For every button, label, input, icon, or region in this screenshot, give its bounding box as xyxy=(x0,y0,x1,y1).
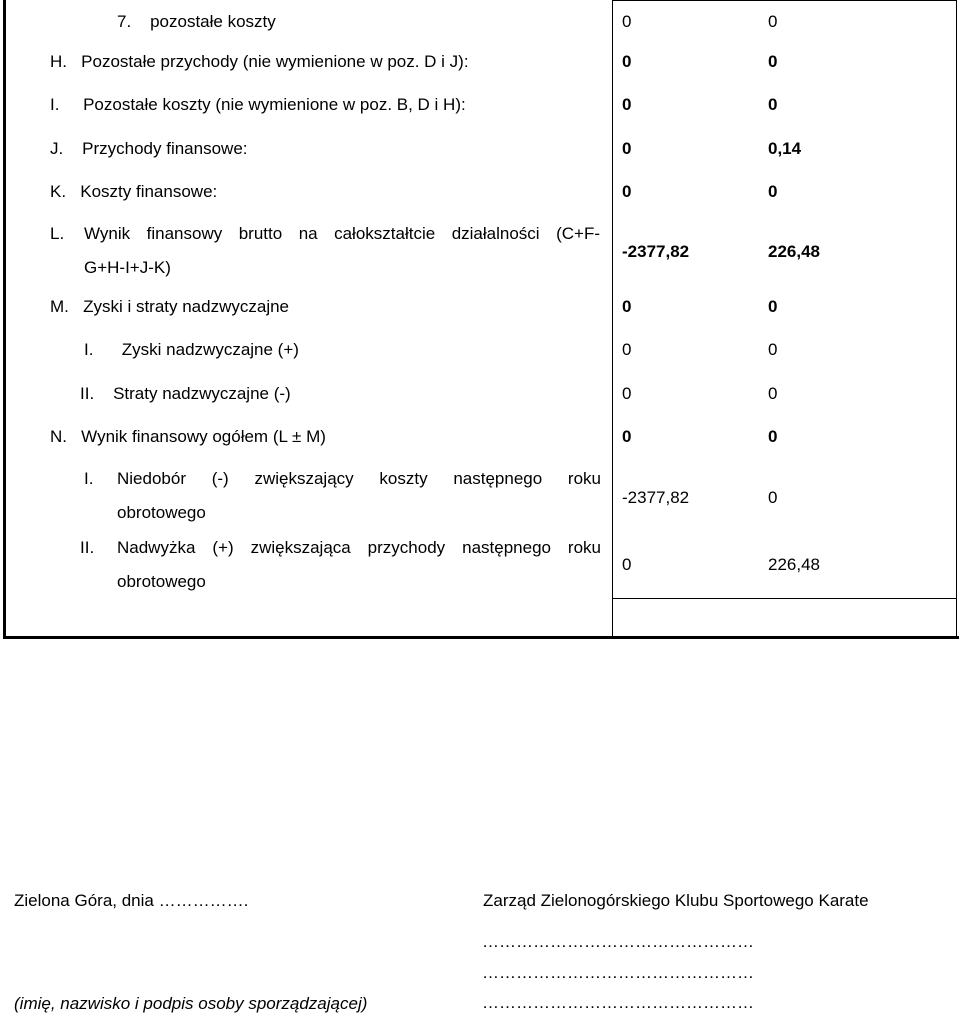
table-row xyxy=(50,427,326,447)
row-value-previous: 0 xyxy=(768,12,778,31)
row-label: Nadwyżka (+) zwiększająca przychody następnego roku xyxy=(117,538,601,557)
row-label: Zyski i straty nadzwyczajne xyxy=(83,297,290,316)
row-number: II. xyxy=(80,384,95,403)
table-row xyxy=(84,340,299,360)
row-value-previous: 226,48 xyxy=(768,555,820,574)
row-value-previous: 0 xyxy=(768,427,778,446)
row-value-current: 0 xyxy=(622,297,632,316)
row-number: I. xyxy=(50,95,60,114)
row-value-current: 0 xyxy=(622,555,632,574)
row-label-continued: obrotowego xyxy=(117,503,206,522)
place-date-line: Zielona Góra, dnia ……………. xyxy=(14,891,249,910)
row-divider xyxy=(613,0,957,1)
row-label: Przychody finansowe: xyxy=(82,139,248,158)
row-value-current: 0 xyxy=(622,340,632,359)
row-number: M. xyxy=(50,297,69,316)
signature-dots: ………………………………………… xyxy=(482,963,754,982)
row-number: N. xyxy=(50,427,67,446)
row-value-current: 0 xyxy=(622,427,632,446)
table-right-border xyxy=(956,0,957,639)
row-value-previous: 0 xyxy=(768,95,778,114)
signature-note: (imię, nazwisko i podpis osoby sporządzającej) xyxy=(14,994,368,1013)
row-number: J. xyxy=(50,139,64,158)
row-number: I. xyxy=(84,469,94,488)
row-label: Pozostałe koszty (nie wymienione w poz. B, D i H): xyxy=(83,95,466,114)
row-value-previous: 0 xyxy=(768,340,778,359)
row-value-current: 0 xyxy=(622,384,632,403)
column-divider xyxy=(612,0,613,639)
row-label-continued: obrotowego xyxy=(117,572,206,591)
row-value-current: 0 xyxy=(622,52,632,71)
row-value-previous: 0,14 xyxy=(768,139,802,158)
row-value-previous: 226,48 xyxy=(768,242,820,261)
table-row xyxy=(50,139,248,159)
row-value-current: 0 xyxy=(622,12,632,31)
row-number: 7. xyxy=(117,12,132,31)
table-row xyxy=(80,384,291,404)
row-number: H. xyxy=(50,52,67,71)
row-value-current: 0 xyxy=(622,182,632,201)
row-label-continued: G+H-I+J-K) xyxy=(84,258,171,277)
row-value-previous: 0 xyxy=(768,384,778,403)
row-number: II. xyxy=(80,538,95,557)
row-label: Wynik finansowy brutto na całokształtcie działalności (C+F- xyxy=(84,224,600,243)
row-value-previous: 0 xyxy=(768,182,778,201)
row-number: K. xyxy=(50,182,67,201)
row-value-previous: 0 xyxy=(768,52,778,71)
row-value-current: 0 xyxy=(622,95,632,114)
row-label: Niedobór (-) zwiększający koszty następnego roku xyxy=(117,469,601,488)
board-name: Zarząd Zielonogórskiego Klubu Sportowego Karate xyxy=(483,891,869,910)
row-label: Straty nadzwyczajne (-) xyxy=(113,384,291,403)
row-label: Pozostałe przychody (nie wymienione w poz. D i J): xyxy=(81,52,469,71)
row-label: pozostałe koszty xyxy=(150,12,276,31)
row-value-current: 0 xyxy=(622,139,632,158)
row-label: Koszty finansowe: xyxy=(80,182,218,201)
row-number: I. xyxy=(84,340,94,359)
signature-dots: ………………………………………… xyxy=(482,932,754,951)
row-divider xyxy=(613,598,957,599)
table-row xyxy=(50,52,469,72)
row-value-current: -2377,82 xyxy=(622,242,690,261)
table-row xyxy=(50,297,289,317)
row-value-previous: 0 xyxy=(768,488,778,507)
row-label: Zyski nadzwyczajne (+) xyxy=(121,340,299,359)
table-row xyxy=(50,182,217,202)
row-value-current: -2377,82 xyxy=(622,488,690,507)
signature-dots: ………………………………………… xyxy=(482,993,754,1012)
row-value-previous: 0 xyxy=(768,297,778,316)
row-label: Wynik finansowy ogółem (L ± M) xyxy=(81,427,326,446)
row-number: L. xyxy=(50,224,65,243)
table-row xyxy=(117,12,276,32)
table-row xyxy=(50,95,466,115)
